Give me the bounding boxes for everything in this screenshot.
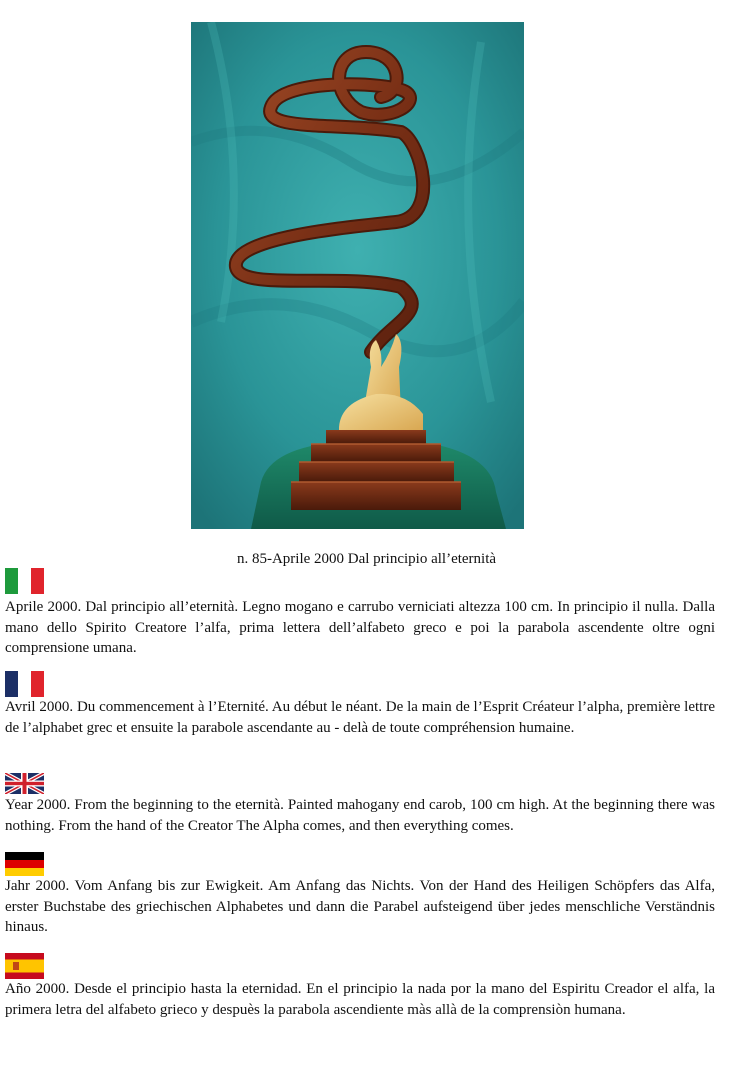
uk-flag-icon bbox=[5, 773, 44, 794]
sculpture-photo bbox=[191, 22, 524, 529]
italy-flag-icon bbox=[5, 568, 44, 594]
english-description: Year 2000. From the beginning to the eternità. Painted mahogany end carob, 100 cm high. At the beginning there was nothing. From the hand of the Creator The Alpha comes, and then everything comes. bbox=[5, 797, 715, 834]
french-description: Avril 2000. Du commencement à l’Eternité. Au début le néant. De la main de l’Esprit Créateur l’alpha, première lettre de l’alphabet grec et ensuite la parabole ascendante au - delà de toute compréhension humaine. bbox=[5, 699, 715, 736]
italian-description: Aprile 2000. Dal principio all’eternità. Legno mogano e carrubo verniciati altezza 100 cm. In principio il nulla. Dalla mano dello Spirito Creatore l’alfa, prima lettera dell’alfabeto greco e poi la parabola ascendente oltre ogni comprensione umana. bbox=[5, 599, 715, 656]
spanish-description: Año 2000. Desde el principio hasta la eternidad. En el principio la nada por la mano del Espiritu Creador el alfa, la primera letra del alfabeto grieco y despuès la parabola ascendiente màs allà de la comprensiòn humana. bbox=[5, 981, 715, 1018]
spain-flag-icon bbox=[5, 953, 44, 979]
france-flag-icon bbox=[5, 671, 44, 697]
germany-flag-icon bbox=[5, 852, 44, 876]
german-description: Jahr 2000. Vom Anfang bis zur Ewigkeit. Am Anfang das Nichts. Von der Hand des Heiligen Schöpfers das Alfa, erster Buchstabe des griechischen Alphabetes und dann die Parabel aufsteigend über jedes menschliche Verständnis hinaus. bbox=[5, 878, 715, 935]
photo-caption: n. 85-Aprile 2000 Dal principio all’eternità bbox=[236, 551, 497, 567]
